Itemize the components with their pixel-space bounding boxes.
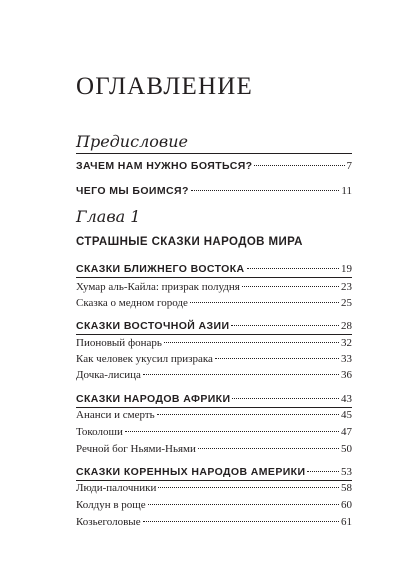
toc-entry-what-we-fear[interactable] <box>76 185 352 197</box>
toc-section-label: СКАЗКИ БЛИЖНЕГО ВОСТОКА <box>76 263 245 275</box>
dot-leader <box>215 358 339 359</box>
section-divider <box>76 407 352 408</box>
toc-entry-label: ЗАЧЕМ НАМ НУЖНО БОЯТЬСЯ? <box>76 160 253 172</box>
toc-story-label: Как человек укусил призрака <box>76 353 213 365</box>
toc-story-label: Дочка-лисица <box>76 369 141 381</box>
dot-leader <box>242 286 339 287</box>
dot-leader <box>148 504 339 505</box>
toc-page-number: 32 <box>341 337 352 349</box>
toc-entry-why-fear[interactable] <box>76 160 352 172</box>
dot-leader <box>125 431 339 432</box>
dot-leader <box>143 521 339 522</box>
dot-leader <box>232 398 339 399</box>
dot-leader <box>191 190 340 191</box>
toc-section-label: СКАЗКИ КОРЕННЫХ НАРОДОВ АМЕРИКИ <box>76 466 306 478</box>
toc-story-entry[interactable] <box>76 337 352 349</box>
dot-leader <box>143 374 339 375</box>
toc-story-label: Козьеголовые <box>76 516 141 528</box>
toc-section-label: СКАЗКИ ВОСТОЧНОЙ АЗИИ <box>76 320 230 332</box>
toc-story-entry[interactable] <box>76 426 352 438</box>
toc-page-number: 58 <box>341 482 352 494</box>
section-divider <box>76 334 352 335</box>
toc-page-number: 47 <box>341 426 352 438</box>
toc-section-label: СКАЗКИ НАРОДОВ АФРИКИ <box>76 393 231 405</box>
toc-page-number: 61 <box>341 516 352 528</box>
toc-section-americas[interactable] <box>76 466 352 478</box>
toc-story-label: Сказка о медном городе <box>76 297 188 309</box>
toc-section-east-asia[interactable] <box>76 320 352 332</box>
toc-page-number: 53 <box>341 466 352 478</box>
toc-section-africa[interactable] <box>76 393 352 405</box>
page-title: ОГЛАВЛЕНИЕ <box>76 73 253 100</box>
dot-leader <box>254 165 344 166</box>
toc-story-label: Ананси и смерть <box>76 409 155 421</box>
toc-story-label: Колдун в роще <box>76 499 146 511</box>
toc-page-number: 50 <box>341 443 352 455</box>
toc-story-label: Хумар аль-Кайла: призрак полудня <box>76 281 240 293</box>
section-divider <box>76 480 352 481</box>
toc-story-entry[interactable] <box>76 281 352 293</box>
toc-story-label: Люди-палочники <box>76 482 157 494</box>
toc-story-entry[interactable] <box>76 369 352 381</box>
toc-story-entry[interactable] <box>76 499 352 511</box>
preface-heading: Предисловие <box>76 132 188 151</box>
toc-story-entry[interactable] <box>76 297 352 309</box>
toc-story-entry[interactable] <box>76 516 352 528</box>
toc-page-number: 43 <box>341 393 352 405</box>
toc-page-number: 33 <box>341 353 352 365</box>
toc-story-entry[interactable] <box>76 482 352 494</box>
toc-page-number: 60 <box>341 499 352 511</box>
chapter-heading: Глава 1 <box>76 207 141 226</box>
toc-page-number: 7 <box>346 160 352 172</box>
toc-page-number: 23 <box>341 281 352 293</box>
toc-story-entry[interactable] <box>76 443 352 455</box>
dot-leader <box>158 487 339 488</box>
toc-page-number: 19 <box>341 263 352 275</box>
dot-leader <box>198 448 339 449</box>
toc-page-number: 25 <box>341 297 352 309</box>
dot-leader <box>157 414 339 415</box>
toc-story-entry[interactable] <box>76 353 352 365</box>
section-divider <box>76 277 352 278</box>
chapter-title: СТРАШНЫЕ СКАЗКИ НАРОДОВ МИРА <box>76 236 303 248</box>
preface-divider <box>76 153 352 154</box>
toc-story-label: Токолоши <box>76 426 123 438</box>
toc-entry-label: ЧЕГО МЫ БОИМСЯ? <box>76 185 189 197</box>
toc-page-number: 28 <box>341 320 352 332</box>
toc-page-number: 45 <box>341 409 352 421</box>
dot-leader <box>247 268 339 269</box>
toc-story-entry[interactable] <box>76 409 352 421</box>
dot-leader <box>190 302 339 303</box>
toc-story-label: Пионовый фонарь <box>76 337 162 349</box>
dot-leader <box>231 325 339 326</box>
dot-leader <box>164 342 339 343</box>
toc-story-label: Речной бог Ньями-Ньями <box>76 443 196 455</box>
toc-section-middle-east[interactable] <box>76 263 352 275</box>
dot-leader <box>307 471 339 472</box>
toc-page-number: 11 <box>341 185 352 197</box>
toc-page-number: 36 <box>341 369 352 381</box>
